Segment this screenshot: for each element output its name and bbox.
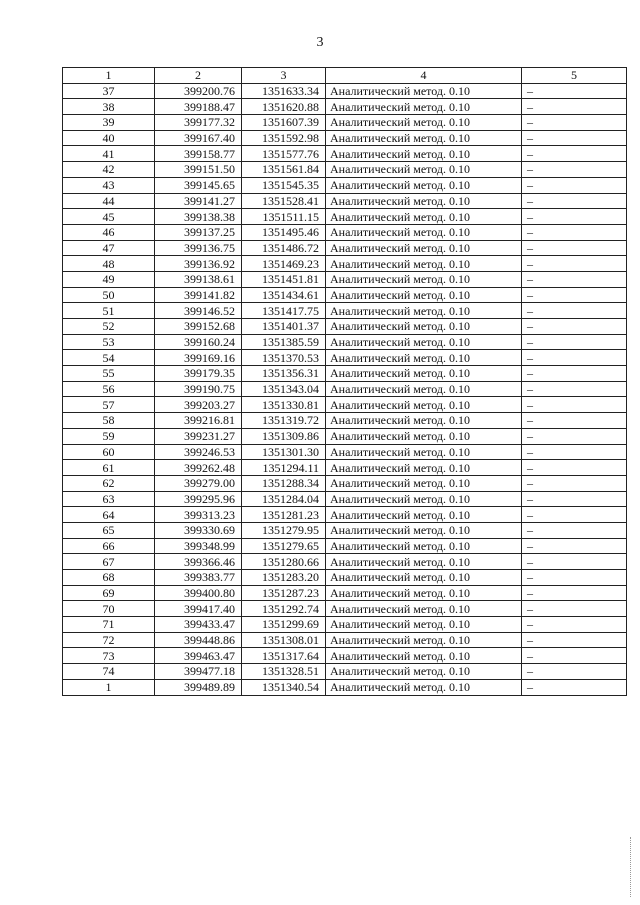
cell-y-coordinate: 1351495.46 xyxy=(242,224,326,240)
cell-method: Аналитический метод. 0.10 xyxy=(326,146,522,162)
table-row xyxy=(63,397,627,413)
cell-point-number: 39 xyxy=(63,115,155,131)
cell-notes: – xyxy=(522,287,627,303)
cell-notes: – xyxy=(522,146,627,162)
table-row xyxy=(63,303,627,319)
table-row xyxy=(63,240,627,256)
cell-y-coordinate: 1351328.51 xyxy=(242,664,326,680)
cell-method: Аналитический метод. 0.10 xyxy=(326,522,522,538)
cell-point-number: 71 xyxy=(63,617,155,633)
cell-method: Аналитический метод. 0.10 xyxy=(326,413,522,429)
cell-point-number: 40 xyxy=(63,130,155,146)
cell-method: Аналитический метод. 0.10 xyxy=(326,83,522,99)
cell-point-number: 60 xyxy=(63,444,155,460)
cell-y-coordinate: 1351370.53 xyxy=(242,350,326,366)
cell-y-coordinate: 1351294.11 xyxy=(242,460,326,476)
cell-method: Аналитический метод. 0.10 xyxy=(326,601,522,617)
cell-method: Аналитический метод. 0.10 xyxy=(326,570,522,586)
cell-point-number: 69 xyxy=(63,585,155,601)
cell-notes: – xyxy=(522,256,627,272)
table-row xyxy=(63,428,627,444)
cell-method: Аналитический метод. 0.10 xyxy=(326,115,522,131)
cell-method: Аналитический метод. 0.10 xyxy=(326,287,522,303)
cell-point-number: 62 xyxy=(63,475,155,491)
cell-point-number: 53 xyxy=(63,334,155,350)
cell-y-coordinate: 1351283.20 xyxy=(242,570,326,586)
cell-y-coordinate: 1351486.72 xyxy=(242,240,326,256)
cell-point-number: 67 xyxy=(63,554,155,570)
cell-point-number: 74 xyxy=(63,664,155,680)
cell-method: Аналитический метод. 0.10 xyxy=(326,475,522,491)
cell-notes: – xyxy=(522,522,627,538)
cell-y-coordinate: 1351434.61 xyxy=(242,287,326,303)
cell-x-coordinate: 399138.61 xyxy=(155,271,242,287)
cell-y-coordinate: 1351284.04 xyxy=(242,491,326,507)
cell-x-coordinate: 399152.68 xyxy=(155,319,242,335)
cell-x-coordinate: 399433.47 xyxy=(155,617,242,633)
cell-x-coordinate: 399136.75 xyxy=(155,240,242,256)
cell-y-coordinate: 1351451.81 xyxy=(242,271,326,287)
cell-x-coordinate: 399141.27 xyxy=(155,193,242,209)
table-row xyxy=(63,538,627,554)
cell-x-coordinate: 399160.24 xyxy=(155,334,242,350)
table-row xyxy=(63,130,627,146)
cell-notes: – xyxy=(522,538,627,554)
cell-x-coordinate: 399477.18 xyxy=(155,664,242,680)
cell-x-coordinate: 399203.27 xyxy=(155,397,242,413)
table-row xyxy=(63,334,627,350)
cell-method: Аналитический метод. 0.10 xyxy=(326,507,522,523)
cell-point-number: 58 xyxy=(63,413,155,429)
column-header-notes: 5 xyxy=(522,68,627,84)
cell-x-coordinate: 399151.50 xyxy=(155,162,242,178)
cell-x-coordinate: 399366.46 xyxy=(155,554,242,570)
table-row xyxy=(63,115,627,131)
cell-y-coordinate: 1351280.66 xyxy=(242,554,326,570)
cell-method: Аналитический метод. 0.10 xyxy=(326,366,522,382)
table-row xyxy=(63,617,627,633)
cell-notes: – xyxy=(522,617,627,633)
cell-x-coordinate: 399448.86 xyxy=(155,632,242,648)
cell-y-coordinate: 1351607.39 xyxy=(242,115,326,131)
table-row xyxy=(63,256,627,272)
cell-method: Аналитический метод. 0.10 xyxy=(326,491,522,507)
cell-y-coordinate: 1351340.54 xyxy=(242,679,326,695)
table-row xyxy=(63,287,627,303)
cell-x-coordinate: 399463.47 xyxy=(155,648,242,664)
cell-point-number: 55 xyxy=(63,366,155,382)
cell-y-coordinate: 1351620.88 xyxy=(242,99,326,115)
cell-point-number: 70 xyxy=(63,601,155,617)
cell-notes: – xyxy=(522,664,627,680)
table-row xyxy=(63,413,627,429)
cell-point-number: 48 xyxy=(63,256,155,272)
table-row xyxy=(63,585,627,601)
cell-y-coordinate: 1351288.34 xyxy=(242,475,326,491)
cell-y-coordinate: 1351292.74 xyxy=(242,601,326,617)
cell-notes: – xyxy=(522,319,627,335)
cell-x-coordinate: 399262.48 xyxy=(155,460,242,476)
cell-y-coordinate: 1351545.35 xyxy=(242,177,326,193)
cell-method: Аналитический метод. 0.10 xyxy=(326,177,522,193)
cell-x-coordinate: 399141.82 xyxy=(155,287,242,303)
cell-point-number: 64 xyxy=(63,507,155,523)
cell-x-coordinate: 399138.38 xyxy=(155,209,242,225)
cell-method: Аналитический метод. 0.10 xyxy=(326,428,522,444)
cell-point-number: 43 xyxy=(63,177,155,193)
cell-y-coordinate: 1351633.34 xyxy=(242,83,326,99)
cell-point-number: 42 xyxy=(63,162,155,178)
cell-point-number: 50 xyxy=(63,287,155,303)
cell-notes: – xyxy=(522,585,627,601)
cell-notes: – xyxy=(522,460,627,476)
cell-y-coordinate: 1351417.75 xyxy=(242,303,326,319)
column-header-x: 2 xyxy=(155,68,242,84)
cell-notes: – xyxy=(522,83,627,99)
cell-x-coordinate: 399200.76 xyxy=(155,83,242,99)
cell-point-number: 41 xyxy=(63,146,155,162)
cell-y-coordinate: 1351469.23 xyxy=(242,256,326,272)
table-header-row xyxy=(63,68,627,84)
table-row xyxy=(63,146,627,162)
cell-x-coordinate: 399383.77 xyxy=(155,570,242,586)
cell-notes: – xyxy=(522,397,627,413)
cell-point-number: 54 xyxy=(63,350,155,366)
cell-y-coordinate: 1351528.41 xyxy=(242,193,326,209)
cell-point-number: 56 xyxy=(63,381,155,397)
table-row xyxy=(63,99,627,115)
cell-notes: – xyxy=(522,632,627,648)
coordinates-table xyxy=(62,67,627,696)
cell-x-coordinate: 399313.23 xyxy=(155,507,242,523)
cell-method: Аналитический метод. 0.10 xyxy=(326,162,522,178)
table-row xyxy=(63,664,627,680)
cell-notes: – xyxy=(522,428,627,444)
cell-method: Аналитический метод. 0.10 xyxy=(326,224,522,240)
cell-y-coordinate: 1351281.23 xyxy=(242,507,326,523)
cell-y-coordinate: 1351385.59 xyxy=(242,334,326,350)
cell-y-coordinate: 1351299.69 xyxy=(242,617,326,633)
cell-point-number: 44 xyxy=(63,193,155,209)
cell-method: Аналитический метод. 0.10 xyxy=(326,271,522,287)
cell-x-coordinate: 399190.75 xyxy=(155,381,242,397)
cell-method: Аналитический метод. 0.10 xyxy=(326,240,522,256)
cell-x-coordinate: 399179.35 xyxy=(155,366,242,382)
cell-method: Аналитический метод. 0.10 xyxy=(326,664,522,680)
cell-x-coordinate: 399136.92 xyxy=(155,256,242,272)
cell-point-number: 61 xyxy=(63,460,155,476)
cell-x-coordinate: 399167.40 xyxy=(155,130,242,146)
cell-x-coordinate: 399169.16 xyxy=(155,350,242,366)
cell-notes: – xyxy=(522,413,627,429)
cell-y-coordinate: 1351308.01 xyxy=(242,632,326,648)
cell-notes: – xyxy=(522,334,627,350)
cell-method: Аналитический метод. 0.10 xyxy=(326,585,522,601)
cell-y-coordinate: 1351592.98 xyxy=(242,130,326,146)
cell-method: Аналитический метод. 0.10 xyxy=(326,538,522,554)
cell-notes: – xyxy=(522,648,627,664)
table-row xyxy=(63,83,627,99)
cell-y-coordinate: 1351301.30 xyxy=(242,444,326,460)
cell-notes: – xyxy=(522,115,627,131)
table-row xyxy=(63,632,627,648)
cell-method: Аналитический метод. 0.10 xyxy=(326,193,522,209)
cell-y-coordinate: 1351356.31 xyxy=(242,366,326,382)
cell-point-number: 49 xyxy=(63,271,155,287)
cell-notes: – xyxy=(522,507,627,523)
cell-x-coordinate: 399216.81 xyxy=(155,413,242,429)
cell-method: Аналитический метод. 0.10 xyxy=(326,319,522,335)
cell-notes: – xyxy=(522,162,627,178)
cell-x-coordinate: 399158.77 xyxy=(155,146,242,162)
cell-y-coordinate: 1351401.37 xyxy=(242,319,326,335)
cell-y-coordinate: 1351343.04 xyxy=(242,381,326,397)
table-row xyxy=(63,491,627,507)
table-row xyxy=(63,475,627,491)
cell-method: Аналитический метод. 0.10 xyxy=(326,554,522,570)
cell-notes: – xyxy=(522,570,627,586)
cell-point-number: 63 xyxy=(63,491,155,507)
column-header-point-number: 1 xyxy=(63,68,155,84)
cell-notes: – xyxy=(522,444,627,460)
cell-method: Аналитический метод. 0.10 xyxy=(326,209,522,225)
table-row xyxy=(63,224,627,240)
table-body xyxy=(63,83,627,695)
margin-scan-marks xyxy=(630,837,634,897)
cell-point-number: 72 xyxy=(63,632,155,648)
page-number: 3 xyxy=(316,35,324,50)
cell-y-coordinate: 1351577.76 xyxy=(242,146,326,162)
table-row xyxy=(63,319,627,335)
cell-method: Аналитический метод. 0.10 xyxy=(326,350,522,366)
cell-x-coordinate: 399146.52 xyxy=(155,303,242,319)
cell-x-coordinate: 399145.65 xyxy=(155,177,242,193)
cell-method: Аналитический метод. 0.10 xyxy=(326,444,522,460)
cell-method: Аналитический метод. 0.10 xyxy=(326,381,522,397)
table-row xyxy=(63,460,627,476)
cell-y-coordinate: 1351279.95 xyxy=(242,522,326,538)
cell-point-number: 38 xyxy=(63,99,155,115)
cell-x-coordinate: 399330.69 xyxy=(155,522,242,538)
column-header-y: 3 xyxy=(242,68,326,84)
cell-point-number: 68 xyxy=(63,570,155,586)
table-row xyxy=(63,366,627,382)
cell-y-coordinate: 1351317.64 xyxy=(242,648,326,664)
table-row xyxy=(63,350,627,366)
cell-notes: – xyxy=(522,601,627,617)
table-row xyxy=(63,648,627,664)
cell-notes: – xyxy=(522,240,627,256)
table-row xyxy=(63,193,627,209)
cell-point-number: 66 xyxy=(63,538,155,554)
cell-method: Аналитический метод. 0.10 xyxy=(326,617,522,633)
cell-x-coordinate: 399489.89 xyxy=(155,679,242,695)
cell-y-coordinate: 1351561.84 xyxy=(242,162,326,178)
cell-method: Аналитический метод. 0.10 xyxy=(326,99,522,115)
cell-y-coordinate: 1351287.23 xyxy=(242,585,326,601)
table-row xyxy=(63,177,627,193)
cell-method: Аналитический метод. 0.10 xyxy=(326,679,522,695)
table-row xyxy=(63,381,627,397)
cell-notes: – xyxy=(522,271,627,287)
table-row xyxy=(63,507,627,523)
cell-method: Аналитический метод. 0.10 xyxy=(326,460,522,476)
cell-y-coordinate: 1351511.15 xyxy=(242,209,326,225)
table-row xyxy=(63,601,627,617)
cell-point-number: 51 xyxy=(63,303,155,319)
cell-notes: – xyxy=(522,475,627,491)
cell-point-number: 45 xyxy=(63,209,155,225)
cell-point-number: 37 xyxy=(63,83,155,99)
cell-notes: – xyxy=(522,366,627,382)
cell-method: Аналитический метод. 0.10 xyxy=(326,334,522,350)
cell-y-coordinate: 1351279.65 xyxy=(242,538,326,554)
cell-point-number: 65 xyxy=(63,522,155,538)
table-row xyxy=(63,209,627,225)
cell-point-number: 73 xyxy=(63,648,155,664)
cell-point-number: 57 xyxy=(63,397,155,413)
cell-point-number: 46 xyxy=(63,224,155,240)
cell-notes: – xyxy=(522,679,627,695)
cell-notes: – xyxy=(522,350,627,366)
cell-notes: – xyxy=(522,130,627,146)
cell-method: Аналитический метод. 0.10 xyxy=(326,648,522,664)
cell-notes: – xyxy=(522,209,627,225)
table-row xyxy=(63,570,627,586)
cell-notes: – xyxy=(522,554,627,570)
cell-x-coordinate: 399246.53 xyxy=(155,444,242,460)
cell-y-coordinate: 1351330.81 xyxy=(242,397,326,413)
cell-method: Аналитический метод. 0.10 xyxy=(326,256,522,272)
cell-x-coordinate: 399177.32 xyxy=(155,115,242,131)
cell-x-coordinate: 399231.27 xyxy=(155,428,242,444)
table-row xyxy=(63,554,627,570)
cell-point-number: 1 xyxy=(63,679,155,695)
table-row xyxy=(63,271,627,287)
cell-method: Аналитический метод. 0.10 xyxy=(326,632,522,648)
cell-x-coordinate: 399400.80 xyxy=(155,585,242,601)
cell-y-coordinate: 1351309.86 xyxy=(242,428,326,444)
cell-method: Аналитический метод. 0.10 xyxy=(326,130,522,146)
cell-x-coordinate: 399188.47 xyxy=(155,99,242,115)
cell-y-coordinate: 1351319.72 xyxy=(242,413,326,429)
cell-x-coordinate: 399137.25 xyxy=(155,224,242,240)
column-header-method: 4 xyxy=(326,68,522,84)
cell-notes: – xyxy=(522,491,627,507)
table-row xyxy=(63,679,627,695)
cell-notes: – xyxy=(522,99,627,115)
table-row xyxy=(63,162,627,178)
cell-point-number: 59 xyxy=(63,428,155,444)
cell-point-number: 47 xyxy=(63,240,155,256)
table-row xyxy=(63,444,627,460)
cell-notes: – xyxy=(522,193,627,209)
cell-notes: – xyxy=(522,303,627,319)
cell-notes: – xyxy=(522,224,627,240)
cell-x-coordinate: 399295.96 xyxy=(155,491,242,507)
cell-x-coordinate: 399279.00 xyxy=(155,475,242,491)
cell-point-number: 52 xyxy=(63,319,155,335)
table-row xyxy=(63,522,627,538)
cell-x-coordinate: 399417.40 xyxy=(155,601,242,617)
cell-method: Аналитический метод. 0.10 xyxy=(326,303,522,319)
cell-x-coordinate: 399348.99 xyxy=(155,538,242,554)
cell-notes: – xyxy=(522,177,627,193)
cell-notes: – xyxy=(522,381,627,397)
cell-method: Аналитический метод. 0.10 xyxy=(326,397,522,413)
